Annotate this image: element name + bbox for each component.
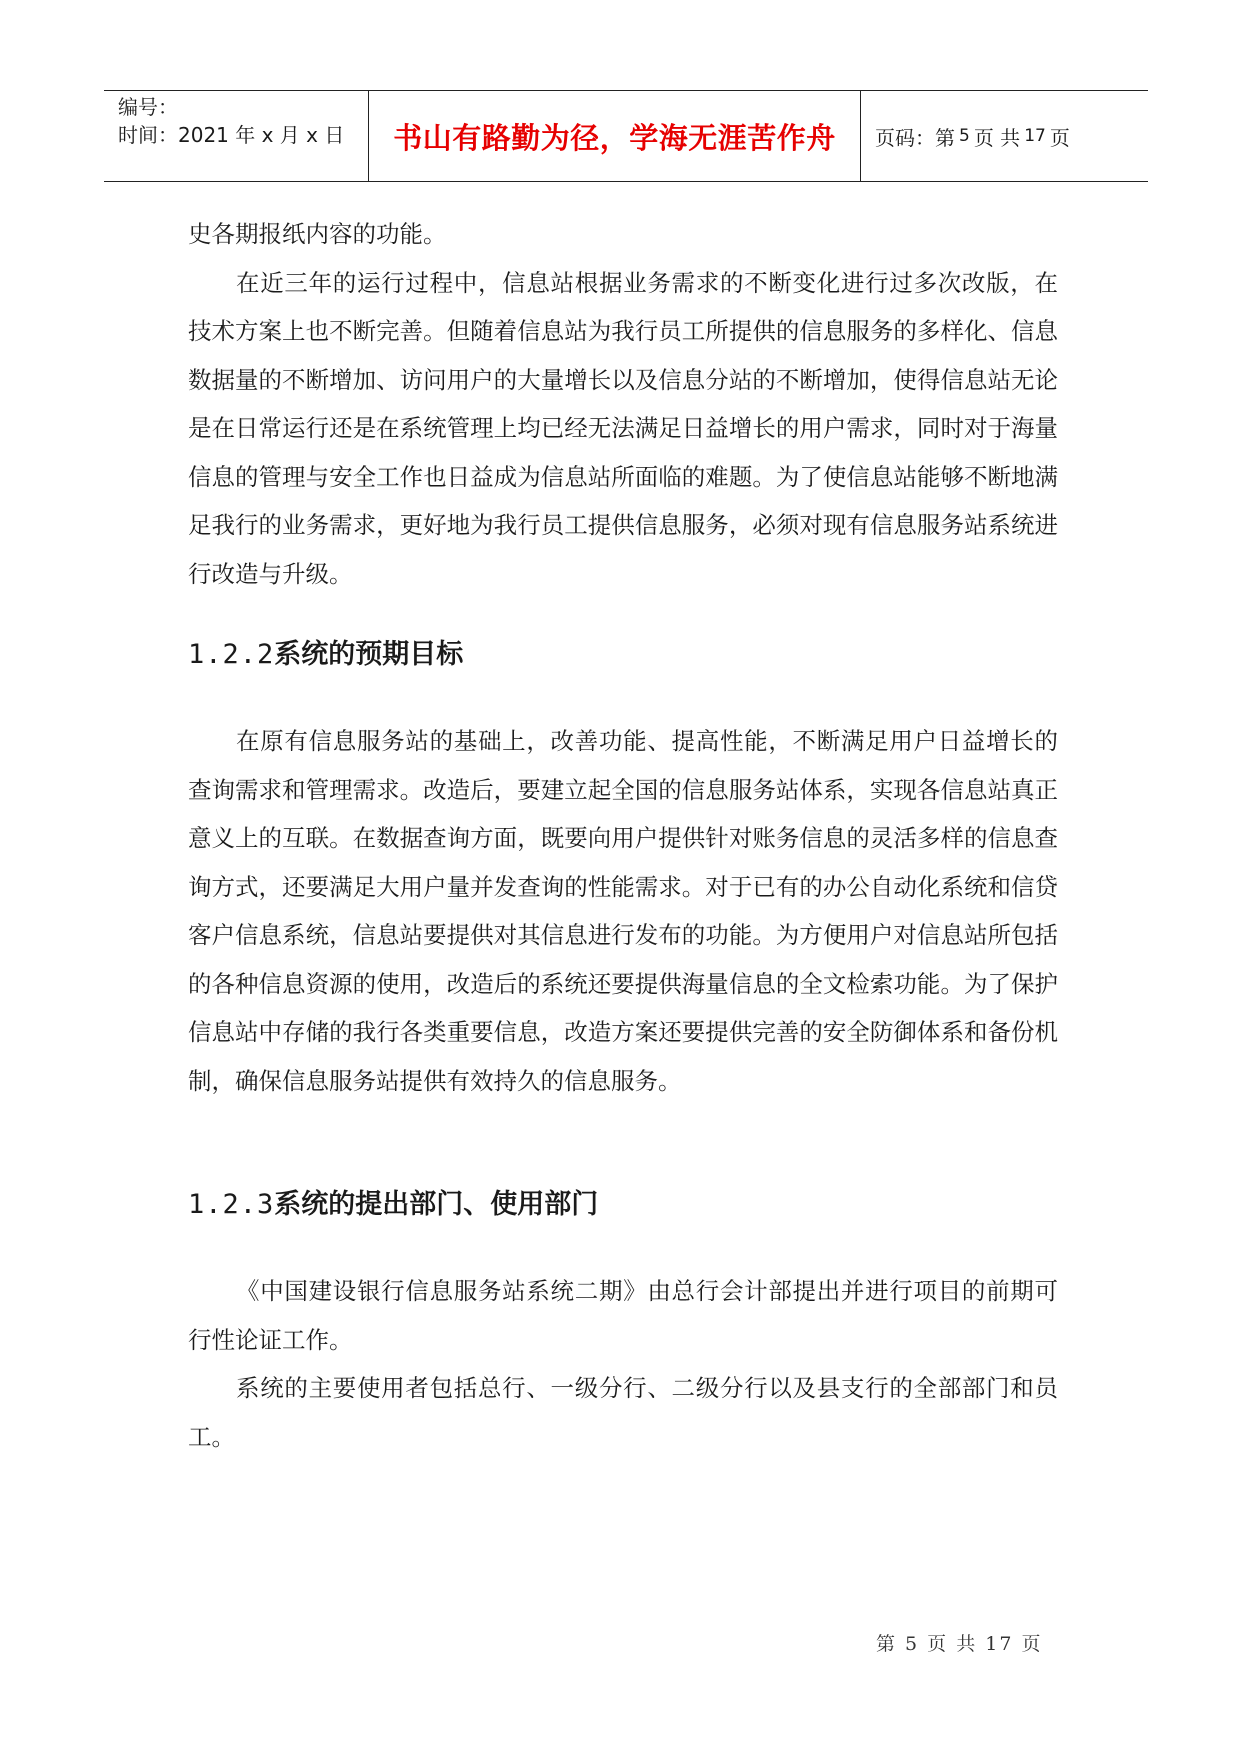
- section-title: 系统的预期目标: [274, 639, 464, 670]
- document-header: [104, 90, 1148, 182]
- paragraph-3: 《中国建设银行信息服务站系统二期》由总行会计部提出并进行项目的前期可行性论证工作。: [188, 1277, 1058, 1354]
- document-time-label: 时间：2021 年 x 月 x 日: [118, 123, 345, 147]
- document-body: [188, 210, 1058, 1461]
- section-number: 1.2.2: [188, 639, 275, 670]
- paragraph-0: 史各期报纸内容的功能。: [188, 220, 447, 248]
- page-label-suffix: 页: [1049, 125, 1070, 150]
- header-page-info: [861, 91, 1148, 181]
- paragraph-2: 在原有信息服务站的基础上，改善功能、提高性能，不断满足用户日益增长的查询需求和管理需求。改造后，要建立起全国的信息服务站体系，实现各信息站真正意义上的互联。在数据查询方面，既要向用户提供针对账务信息的灵活多样的信息查询方式，还要满足大用户量并发查询的性能需求。对于已有的办公自动化系统和信贷客户信息系统，信息站要提供对其信息进行发布的功能。为方便用户对信息站所包括的各种信息资源的使用，改造后的系统还要提供海量信息的全文检索功能。为了保护信息站中存储的我行各类重要信息，改造方案还要提供完善的安全防御体系和备份机制，确保信息服务站提供有效持久的信息服务。: [188, 727, 1058, 1095]
- header-meta: [104, 91, 369, 181]
- section-number: 1.2.3: [188, 1189, 275, 1220]
- page-footer: 第 5 页 共 17 页: [876, 1633, 1043, 1655]
- document-number-label: 编号：: [118, 95, 178, 119]
- section-heading-1-2-3: [188, 1185, 1058, 1225]
- page-label-prefix: 页码：第: [875, 125, 955, 150]
- paragraph-1: 在近三年的运行过程中，信息站根据业务需求的不断变化进行过多次改版，在技术方案上也不断完善。但随着信息站为我行员工所提供的信息服务的多样化、信息数据量的不断增加、访问用户的大量增长以及信息分站的不断增加，使得信息站无论是在日常运行还是在系统管理上均已经无法满足日益增长的用户需求，同时对于海量信息的管理与安全工作也日益成为信息站所面临的难题。为了使信息站能够不断地满足我行的业务需求，更好地为我行员工提供信息服务，必须对现有信息服务站系统进行改造与升级。: [188, 268, 1058, 588]
- page-label-mid: 页 共: [973, 125, 1021, 150]
- paragraph-4: 系统的主要使用者包括总行、一级分行、二级分行以及县支行的全部部门和员工。: [188, 1374, 1058, 1451]
- page-current: 5: [959, 126, 970, 146]
- page-total: 17: [1024, 126, 1046, 146]
- header-motto: 书山有路勤为径，学海无涯苦作舟: [369, 91, 861, 181]
- section-title: 系统的提出部门、使用部门: [274, 1189, 599, 1220]
- section-heading-1-2-2: [188, 635, 1058, 675]
